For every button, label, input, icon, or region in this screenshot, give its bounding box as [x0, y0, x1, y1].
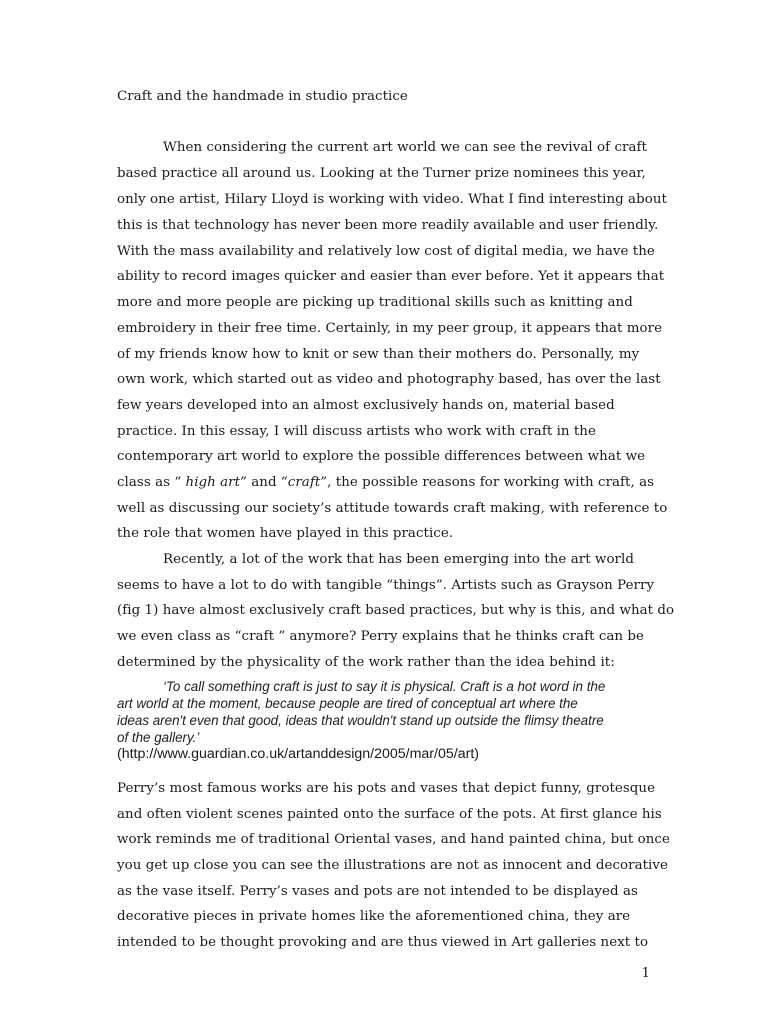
quote-line: ‘To call something craft is just to say it is physical. Craft is a hot word in the	[163, 679, 606, 694]
document-title: Craft and the handmade in studio practice	[117, 89, 408, 104]
paragraph-line: With the mass availability and relatively low cost of digital media, we have the	[117, 244, 655, 259]
paragraph-line: and often violent scenes painted onto the surface of the pots. At first glance his	[117, 807, 662, 822]
paragraph-line: embroidery in their free time. Certainly, in my peer group, it appears that more	[117, 321, 663, 336]
paragraph-line: own work, which started out as video and photography based, has over the last	[117, 372, 661, 387]
paragraph-line: intended to be thought provoking and are thus viewed in Art galleries next to	[117, 935, 649, 950]
paragraph-line: we even class as “craft ” anymore? Perry explains that he thinks craft can be	[117, 629, 645, 644]
paragraph-line: the role that women have played in this practice.	[117, 526, 454, 541]
emphasis-craft: “craft”	[280, 475, 328, 490]
paragraph-line: seems to have a lot to do with tangible “things”. Artists such as Grayson Perry	[117, 578, 655, 593]
text-fragment: , the possible reasons for working with craft, as	[327, 475, 655, 490]
paragraph-line: work reminds me of traditional Oriental vases, and hand painted china, but once	[117, 832, 670, 847]
paragraph-line: this is that technology has never been more readily available and user friendly.	[117, 218, 659, 233]
paragraph-line: based practice all around us. Looking at the Turner prize nominees this year,	[117, 166, 646, 181]
page-number: 1	[641, 966, 650, 981]
paragraph-line: of my friends know how to knit or sew than their mothers do. Personally, my	[117, 347, 640, 362]
paragraph-line: well as discussing our society’s attitude towards craft making, with reference to	[117, 501, 668, 516]
paragraph-line: as the vase itself. Perry’s vases and pots are not intended to be displayed as	[117, 884, 638, 899]
paragraph-line: only one artist, Hilary Lloyd is working with video. What I find interesting about	[117, 192, 667, 207]
paragraph-line: (fig 1) have almost exclusively craft based practices, but why is this, and what do	[117, 603, 675, 618]
paragraph-line	[117, 474, 654, 492]
paragraph-line: ability to record images quicker and easier than ever before. Yet it appears that	[117, 269, 665, 284]
paragraph-line: you get up close you can see the illustrations are not as innocent and decorative	[117, 858, 668, 873]
text-fragment: class as “	[117, 475, 186, 490]
quote-line: of the gallery.’	[117, 730, 200, 745]
paragraph-line: contemporary art world to explore the possible differences between what we	[117, 449, 646, 464]
paragraph-line: Recently, a lot of the work that has been emerging into the art world	[163, 552, 634, 567]
text-fragment: and	[246, 475, 281, 490]
quote-line: art world at the moment, because people are tired of conceptual art where the	[117, 696, 578, 711]
paragraph-line: determined by the physicality of the work rather than the idea behind it:	[117, 655, 615, 670]
paragraph-line: Perry’s most famous works are his pots and vases that depict funny, grotesque	[117, 781, 656, 796]
paragraph-line: decorative pieces in private homes like the aforementioned china, they are	[117, 909, 631, 924]
citation-link[interactable]: (http://www.guardian.co.uk/artanddesign/2005/mar/05/art)	[117, 746, 479, 762]
quote-line: ideas aren't even that good, ideas that wouldn't stand up outside the flimsy theatre	[117, 713, 604, 728]
paragraph-line: When considering the current art world we can see the revival of craft	[163, 140, 647, 155]
paragraph-line: few years developed into an almost exclusively hands on, material based	[117, 398, 615, 413]
emphasis-high-art: high art”	[185, 475, 247, 490]
paragraph-line: more and more people are picking up traditional skills such as knitting and	[117, 295, 633, 310]
paragraph-line: practice. In this essay, I will discuss artists who work with craft in the	[117, 424, 596, 439]
